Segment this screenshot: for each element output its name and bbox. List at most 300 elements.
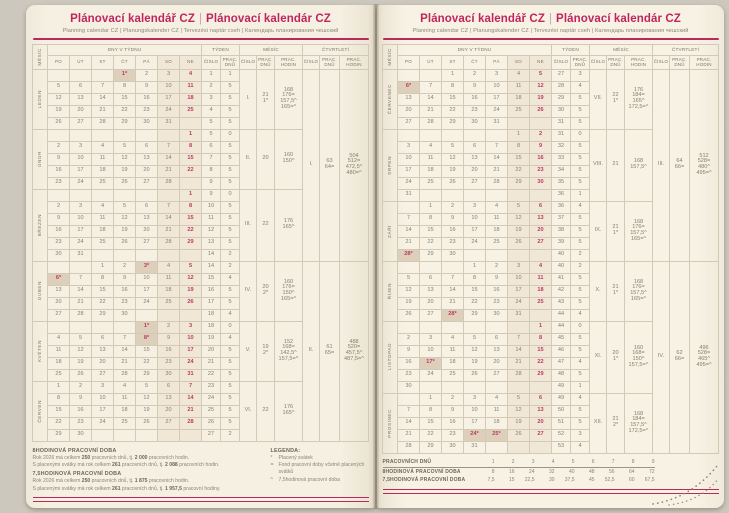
day-cell: 3 xyxy=(70,201,92,213)
month-group-header: MĚSÍC xyxy=(240,44,303,55)
week-workdays-cell: 5 xyxy=(571,333,590,345)
legend-item xyxy=(271,477,369,484)
day-cell: 15 xyxy=(136,345,158,357)
working-time-text: pracovních dnů, tj. xyxy=(90,478,135,485)
month-name: DUBEN xyxy=(33,261,48,321)
day-cell: 10 xyxy=(158,81,180,93)
day-cell: 28 xyxy=(158,237,180,249)
day-cell: 21 xyxy=(486,165,508,177)
day-cell: 30 xyxy=(464,117,486,129)
day-cell: 1 xyxy=(464,261,486,273)
working-time-text: pracovních hodin. xyxy=(147,478,190,485)
day-cell: 19 xyxy=(464,357,486,369)
day-cell: 2 xyxy=(158,321,180,333)
week-subheader-1: PRAC. DNŮ xyxy=(571,55,590,69)
month-workdays-cell: 20 2* xyxy=(257,261,275,321)
working-time-text: pracovních hodin. xyxy=(177,461,220,468)
hours-value-cell: 8 xyxy=(615,459,635,468)
empty-day-cell xyxy=(442,129,464,141)
day-header-so: SO xyxy=(158,55,180,69)
day-cell: 1 xyxy=(442,69,464,81)
day-cell: 5 xyxy=(398,273,420,285)
day-cell: 1 xyxy=(92,261,114,273)
day-cell: 13 xyxy=(48,285,70,297)
day-cell: 1 xyxy=(180,129,202,141)
month-column-header: MĚSÍC xyxy=(383,44,398,69)
day-cell: 11 xyxy=(158,273,180,285)
week-workdays-cell: 5 xyxy=(221,405,240,417)
day-cell: 26 xyxy=(508,237,530,249)
day-cell: 21 xyxy=(442,297,464,309)
quarter-workdays-cell: 62 66= xyxy=(670,261,690,453)
empty-day-cell xyxy=(486,441,508,453)
day-cell: 9 xyxy=(48,153,70,165)
day-cell: 9 xyxy=(48,213,70,225)
day-header-ne: NE xyxy=(530,55,552,69)
day-cell: 23 xyxy=(398,369,420,381)
empty-day-cell xyxy=(398,261,420,273)
day-cell: 5 xyxy=(136,381,158,393)
empty-day-cell xyxy=(420,189,442,201)
day-cell: 19 xyxy=(442,165,464,177)
month-name: ÚNOR xyxy=(33,129,48,189)
week-number-cell: 5 xyxy=(202,117,221,129)
week-group-header: TÝDEN xyxy=(552,44,590,55)
days-of-week-group-header: DNY V TÝDNU xyxy=(48,44,202,55)
day-cell: 10 xyxy=(70,153,92,165)
hours-row-label: PRACOVNÍCH DNŮ xyxy=(383,459,475,468)
day-cell: 12 xyxy=(442,153,464,165)
month-hours-cell: 152 168= 142,5^ 157,5=^ xyxy=(275,321,303,381)
day-cell: 23 xyxy=(48,237,70,249)
day-cell: 14 xyxy=(114,345,136,357)
day-cell: 30 xyxy=(398,381,420,393)
day-cell: 4 xyxy=(486,393,508,405)
week-number-cell: 1 xyxy=(202,69,221,81)
hours-value-cell: 64 xyxy=(628,468,635,475)
week-number-cell: 44 xyxy=(552,309,571,321)
week-number-cell: 9 xyxy=(202,189,221,201)
working-time-text: S placenými svátky má rok celkem xyxy=(32,485,113,492)
week-number-cell: 44 xyxy=(552,321,571,333)
day-cell: 12 xyxy=(114,213,136,225)
day-cell: 7 xyxy=(70,273,92,285)
hours-value-cell: 16 xyxy=(508,468,515,475)
day-cell: 11 xyxy=(486,213,508,225)
month-hours-cell: 160 150^ xyxy=(275,129,303,189)
day-cell: 8 xyxy=(508,141,530,153)
week-number-cell: 13 xyxy=(202,237,221,249)
day-cell: 28 xyxy=(486,177,508,189)
day-cell: 6 xyxy=(70,81,92,93)
month-subheader-0: ČÍSLO xyxy=(240,55,257,69)
hours-value-cell: 8 xyxy=(491,468,495,475)
empty-day-cell xyxy=(508,189,530,201)
empty-day-cell xyxy=(70,321,92,333)
day-cell: 2 xyxy=(442,201,464,213)
day-cell: 21 xyxy=(180,405,202,417)
day-cell: 14 xyxy=(158,153,180,165)
empty-day-cell xyxy=(508,249,530,261)
day-cell: 5 xyxy=(442,141,464,153)
day-cell: 13 xyxy=(136,153,158,165)
day-cell: 13 xyxy=(398,93,420,105)
day-cell: 15 xyxy=(530,345,552,357)
empty-day-cell xyxy=(114,321,136,333)
day-cell: 11 xyxy=(180,81,202,93)
empty-day-cell xyxy=(486,321,508,333)
quarter-subheader-1: PRAC. DNŮ xyxy=(670,55,690,69)
right-page xyxy=(377,5,724,508)
day-cell: 7 xyxy=(486,141,508,153)
day-cell: 16 xyxy=(158,345,180,357)
day-cell: 26 xyxy=(136,417,158,429)
day-cell: 19 xyxy=(114,165,136,177)
working-time-text: pracovních dnů, tj. xyxy=(90,454,135,461)
day-cell: 27 xyxy=(136,237,158,249)
day-cell: 21 xyxy=(114,357,136,369)
month-name: PROSINEC xyxy=(383,393,398,453)
day-cell: 4 xyxy=(486,201,508,213)
week-number-cell: 4 xyxy=(202,105,221,117)
week-workdays-cell: 5 xyxy=(221,117,240,129)
week-workdays-cell: 5 xyxy=(221,81,240,93)
day-cell: 25 xyxy=(92,237,114,249)
week-workdays-cell: 5 xyxy=(221,105,240,117)
hours-row-label: 7,5HODINOVÁ PRACOVNÍ DOBA xyxy=(382,477,466,483)
day-cell: 30 xyxy=(442,249,464,261)
day-cell: 27 xyxy=(464,177,486,189)
day-cell: 27 xyxy=(70,117,92,129)
day-cell: 10 xyxy=(398,153,420,165)
week-number-cell: 34 xyxy=(552,165,571,177)
day-cell: 25 xyxy=(180,105,202,117)
day-cell: 22 xyxy=(136,357,158,369)
day-cell: 12 xyxy=(398,285,420,297)
week-workdays-cell: 5 xyxy=(571,117,590,129)
day-cell: 9 xyxy=(136,81,158,93)
month-name: LISTOPAD xyxy=(383,321,398,393)
month-name: SRPEN xyxy=(383,129,398,201)
day-cell: 17 xyxy=(158,93,180,105)
week-workdays-cell: 5 xyxy=(221,213,240,225)
day-cell: 19 xyxy=(508,417,530,429)
day-cell: 19 xyxy=(48,105,70,117)
quarter-number-cell: IV. xyxy=(653,261,670,453)
week-workdays-cell: 1 xyxy=(571,189,590,201)
day-cell: 18 xyxy=(442,357,464,369)
week-number-cell: 43 xyxy=(552,297,571,309)
day-cell: 9 xyxy=(442,405,464,417)
day-cell: 14 xyxy=(420,93,442,105)
week-workdays-cell: 5 xyxy=(571,273,590,285)
week-workdays-cell: 5 xyxy=(571,345,590,357)
day-cell: 9 xyxy=(442,213,464,225)
day-cell: 24 xyxy=(180,357,202,369)
week-number-cell: 36 xyxy=(552,189,571,201)
footer-rule-left xyxy=(33,497,369,502)
month-name: ČERVENEC xyxy=(383,69,398,129)
day-cell: 6 xyxy=(464,141,486,153)
week-workdays-cell: 5 xyxy=(221,201,240,213)
month-number-cell: IX. xyxy=(590,201,607,261)
month-workdays-cell: 21 1* xyxy=(257,69,275,129)
empty-day-cell xyxy=(92,189,114,201)
week-number-cell: 35 xyxy=(552,177,571,189)
day-cell: 31 xyxy=(180,369,202,381)
legend-text: Fond pracovní doby včetně placených svátků xyxy=(278,461,365,476)
day-cell: 24 xyxy=(136,297,158,309)
week-workdays-cell: 5 xyxy=(571,213,590,225)
empty-day-cell xyxy=(420,381,442,393)
working-time-text: Rok 2026 má celkem xyxy=(32,454,82,461)
day-header-út: ÚT xyxy=(70,55,92,69)
empty-day-cell xyxy=(464,321,486,333)
day-cell: 21 xyxy=(398,237,420,249)
day-cell: 10 xyxy=(508,273,530,285)
empty-day-cell xyxy=(398,201,420,213)
week-number-cell: 47 xyxy=(552,357,571,369)
day-cell: 22 xyxy=(180,225,202,237)
hours-value-cell: 9 xyxy=(635,459,655,468)
day-cell: 2 xyxy=(136,69,158,81)
day-cell: 7 xyxy=(158,141,180,153)
cumulative-hours-table xyxy=(383,459,655,486)
day-cell: 5 xyxy=(530,69,552,81)
week-number-cell: 24 xyxy=(202,393,221,405)
day-cell: 22 xyxy=(420,429,442,441)
week-workdays-cell: 5 xyxy=(571,165,590,177)
day-cell: 22 xyxy=(464,297,486,309)
day-cell: 14 xyxy=(180,393,202,405)
day-cell: 4 xyxy=(420,141,442,153)
hours-value-cell: 22,5 xyxy=(524,477,535,483)
empty-day-cell xyxy=(398,69,420,81)
day-cell: 8 xyxy=(442,81,464,93)
month-name: ŘÍJEN xyxy=(383,261,398,321)
day-cell: 3 xyxy=(508,261,530,273)
month-subheader-2: PRAC. HODIN xyxy=(625,55,653,69)
empty-day-cell xyxy=(48,189,70,201)
day-cell: 2 xyxy=(70,381,92,393)
title-divider: | xyxy=(198,13,203,25)
day-cell: 26 xyxy=(442,177,464,189)
empty-day-cell xyxy=(158,189,180,201)
empty-day-cell xyxy=(70,69,92,81)
empty-day-cell xyxy=(464,189,486,201)
day-cell: 14 xyxy=(442,285,464,297)
quarter-hours-cell: 496 528= 465^ 495=^ xyxy=(690,261,719,453)
day-cell: 15 xyxy=(508,153,530,165)
quarter-hours-cell: 504 512= 472,5^ 480=^ xyxy=(340,69,369,261)
month-workdays-cell: 20 1* xyxy=(607,321,625,393)
day-cell: 14 xyxy=(70,285,92,297)
day-cell: 8 xyxy=(92,273,114,285)
week-workdays-cell: 0 xyxy=(221,189,240,201)
empty-day-cell xyxy=(48,69,70,81)
day-cell: 4 xyxy=(508,69,530,81)
day-cell: 8 xyxy=(48,393,70,405)
day-cell: 17 xyxy=(136,285,158,297)
day-cell: 12 xyxy=(508,213,530,225)
month-subheader-1: PRAC. DNŮ xyxy=(258,56,273,67)
day-cell: 17 xyxy=(508,285,530,297)
day-cell: 23 xyxy=(442,429,464,441)
day-cell: 29 xyxy=(508,177,530,189)
legend-symbol: ^ xyxy=(270,476,273,483)
quarter-group-header: ČTVRTLETÍ xyxy=(303,44,369,55)
day-cell: 15 xyxy=(180,213,202,225)
day-cell: 19 xyxy=(530,93,552,105)
empty-day-cell xyxy=(420,129,442,141)
day-cell: 13 xyxy=(530,405,552,417)
working-time-text: Rok 2026 má celkem xyxy=(32,478,82,485)
month-hours-cell: 168 176= 157,5^ 165=^ xyxy=(625,201,653,261)
day-cell: 18 xyxy=(114,405,136,417)
empty-day-cell xyxy=(530,249,552,261)
empty-day-cell xyxy=(158,309,180,321)
working-time-heading-1: 7,5HODINOVÁ PRACOVNÍ DOBA xyxy=(32,471,122,478)
quarter-subheader-2: PRAC. HODIN xyxy=(340,55,369,69)
month-hours-cell: 160 168= 150^ 157,5=^ xyxy=(625,321,653,393)
week-workdays-cell: 5 xyxy=(221,393,240,405)
day-cell: 15 xyxy=(420,417,442,429)
page-title-sk: Plánovací kalendár CZ xyxy=(206,13,331,25)
week-number-cell: 22 xyxy=(202,369,221,381)
title-rule xyxy=(383,38,719,40)
day-cell: 17 xyxy=(398,165,420,177)
day-cell: 19 xyxy=(180,285,202,297)
day-cell: 16 xyxy=(48,225,70,237)
week-workdays-cell: 5 xyxy=(221,417,240,429)
quarter-workdays-cell: 61 65= xyxy=(320,261,340,441)
hours-value-cell: 37,5 xyxy=(564,477,575,483)
month-hours-cell: 176 184= 165^ 172,5=^ xyxy=(625,69,653,129)
week-workdays-cell: 4 xyxy=(571,309,590,321)
month-hours-cell: 168 184= 157,5^ 172,5=^ xyxy=(625,393,653,453)
day-cell: 6 xyxy=(486,333,508,345)
empty-day-cell xyxy=(420,69,442,81)
hours-value-cell: 60 xyxy=(628,477,635,483)
hours-value-cell: 30 xyxy=(548,477,555,483)
day-cell: 3 xyxy=(464,393,486,405)
title-divider: | xyxy=(548,13,553,25)
empty-day-cell xyxy=(464,249,486,261)
day-cell: 28 xyxy=(158,177,180,189)
day-cell: 12 xyxy=(530,81,552,93)
week-workdays-cell: 5 xyxy=(221,369,240,381)
day-cell: 10 xyxy=(136,273,158,285)
day-cell: 25 xyxy=(508,105,530,117)
quarter-number-cell: II. xyxy=(303,261,320,441)
month-subheader-0: ČÍSLO xyxy=(590,55,607,69)
week-workdays-cell: 4 xyxy=(571,201,590,213)
day-cell: 16 xyxy=(398,357,420,369)
empty-day-cell xyxy=(136,429,158,441)
day-cell: 18 xyxy=(508,93,530,105)
day-cell: 17 xyxy=(464,417,486,429)
week-number-cell: 42 xyxy=(552,285,571,297)
week-workdays-cell: 5 xyxy=(571,237,590,249)
empty-day-cell xyxy=(442,189,464,201)
empty-day-cell xyxy=(136,129,158,141)
month-subheader-2: PRAC. HODIN xyxy=(275,55,303,69)
day-cell: 26 xyxy=(398,309,420,321)
day-cell: 24 xyxy=(92,417,114,429)
day-cell: 28 xyxy=(180,417,202,429)
day-cell: 26 xyxy=(114,177,136,189)
week-number-cell: 23 xyxy=(202,381,221,393)
day-cell: 6* xyxy=(398,81,420,93)
day-cell: 2 xyxy=(398,333,420,345)
week-number-cell: 31 xyxy=(552,129,571,141)
day-cell: 6 xyxy=(530,201,552,213)
week-number-cell: 38 xyxy=(552,225,571,237)
day-cell: 8* xyxy=(136,333,158,345)
week-number-cell: 28 xyxy=(552,81,571,93)
empty-day-cell xyxy=(508,381,530,393)
month-number-cell: VIII. xyxy=(590,129,607,201)
month-number-cell: VI. xyxy=(240,381,257,441)
working-time-text: S placenými svátky má rok celkem xyxy=(32,461,113,468)
week-workdays-cell: 3 xyxy=(571,429,590,441)
day-cell: 15 xyxy=(48,405,70,417)
day-cell: 10 xyxy=(420,345,442,357)
week-workdays-cell: 4 xyxy=(221,333,240,345)
hours-row-label: 8HODINOVÁ PRACOVNÍ DOBA xyxy=(382,468,461,475)
week-workdays-cell: 5 xyxy=(571,285,590,297)
week-workdays-cell: 5 xyxy=(221,237,240,249)
month-workdays-cell: 21 xyxy=(607,129,625,201)
week-number-cell: 37 xyxy=(552,213,571,225)
quarter-number-cell: I. xyxy=(303,69,320,261)
page-title-cz: Plánovací kalendář CZ xyxy=(70,13,195,25)
day-cell: 20 xyxy=(158,405,180,417)
hours-value-cell: 48 xyxy=(588,468,595,475)
day-cell: 24 xyxy=(158,105,180,117)
planning-table-jan-jun xyxy=(32,44,369,442)
empty-day-cell xyxy=(136,309,158,321)
week-workdays-cell: 5 xyxy=(221,381,240,393)
week-workdays-cell: 4 xyxy=(571,441,590,453)
week-workdays-cell: 5 xyxy=(571,417,590,429)
day-cell: 13 xyxy=(486,345,508,357)
month-number-cell: XII. xyxy=(590,393,607,453)
day-cell: 23 xyxy=(114,297,136,309)
working-time-line xyxy=(33,455,259,462)
day-cell: 6* xyxy=(48,273,70,285)
working-time-heading-0: 8HODINOVÁ PRACOVNÍ DOBA xyxy=(32,447,117,454)
day-cell: 28 xyxy=(398,441,420,453)
day-cell: 12 xyxy=(70,345,92,357)
day-header-čt: ČT xyxy=(114,55,136,69)
hours-value-cell: 4 xyxy=(535,459,555,468)
week-workdays-cell: 4 xyxy=(571,81,590,93)
day-cell: 2 xyxy=(442,393,464,405)
hours-value-cell: 3 xyxy=(515,459,535,468)
empty-day-cell xyxy=(158,429,180,441)
working-time-text: 2 088 xyxy=(165,461,178,468)
day-cell: 24 xyxy=(420,369,442,381)
day-cell: 22 xyxy=(420,237,442,249)
week-number-cell: 11 xyxy=(202,213,221,225)
day-cell: 17 xyxy=(70,165,92,177)
week-workdays-cell: 5 xyxy=(571,369,590,381)
empty-day-cell xyxy=(508,441,530,453)
week-subheader-0: ČÍSLO xyxy=(552,55,571,69)
day-cell: 31 xyxy=(486,117,508,129)
day-cell: 29 xyxy=(464,309,486,321)
